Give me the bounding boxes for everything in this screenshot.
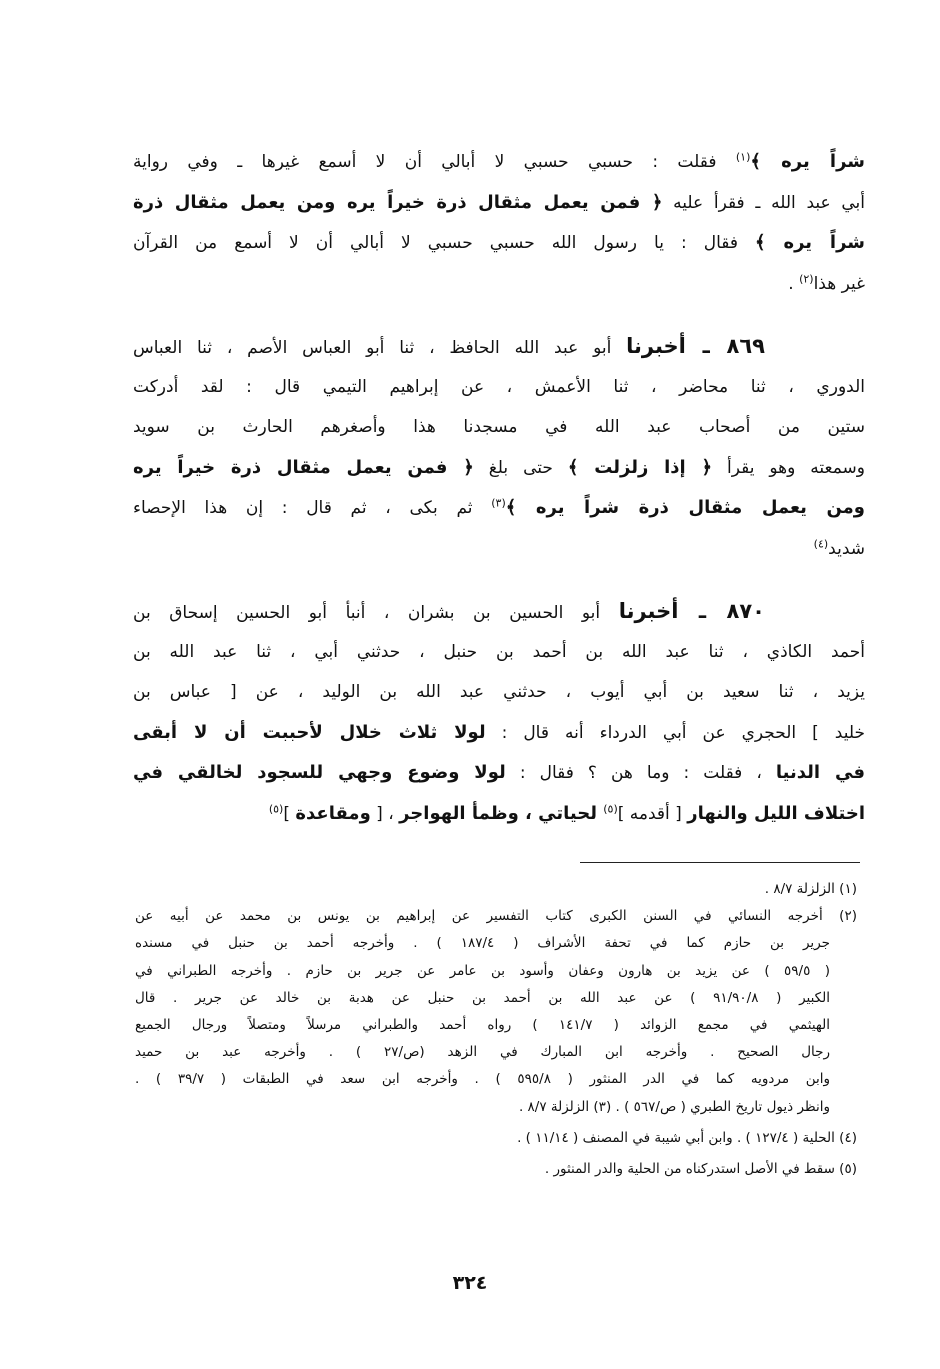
text-segment: أبو عبد الله الحافظ ، ثنا أبو العباس الأصم ، ثنا العباس bbox=[133, 338, 627, 358]
footnote-line: وابن مردويه كما في الدر المنثور ( ٥٩٥/٨ ) . وأخرجه ابن سعد في الطبقات ( ٣٩/٧ ) . bbox=[135, 1071, 830, 1088]
footnote-line: (١) الزلزلة ٨/٧ . bbox=[764, 881, 857, 897]
text-segment: أحمد الكاذي ، ثنا عبد الله بن أحمد بن حنبل ، حدثني أبي ، ثنا عبد الله بن bbox=[133, 641, 865, 662]
text-segment: وسمعته وهو يقرأ bbox=[712, 457, 865, 478]
footnote-line: (٢) أخرجه النسائي في السنن الكبرى كتاب التفسير عن إبراهيم بن يونس بن محمد عن أبيه عن bbox=[135, 908, 857, 925]
text-segment: خليد ] الحجري عن أبي الدرداء أنه قال : bbox=[485, 722, 865, 743]
text-segment: . bbox=[788, 273, 800, 294]
text-segment: ، فقلت : وما هن ؟ فقال : bbox=[505, 763, 776, 783]
footnote-line: رجال الصحيح . وأخرجه ابن المبارك في الزهد (ص/٢٧ ) . وأخرجه عبد بن حميد bbox=[135, 1044, 831, 1061]
text-line bbox=[133, 529, 865, 570]
text-line bbox=[133, 367, 865, 408]
footnote-separator bbox=[580, 862, 860, 863]
bold-text: شراً يره ﴾ bbox=[755, 232, 865, 253]
footnote-line: ( ٥٩/٥ ) عن يزيد بن هارون وعفان وأسود بن عامر عن جرير بن حازم . وأخرجه الطبراني في bbox=[135, 962, 830, 979]
paragraph bbox=[133, 326, 865, 569]
text-segment: فقال : يا رسول الله حسبي حسبي لا أبالي أن لا أسمع من القرآن bbox=[133, 233, 756, 253]
footnote-ref: (١) bbox=[735, 150, 751, 164]
footnote-line: الهيثمي في مجمع الزوائد ( ١٤١/٧ ) رواه أحمد والطبراني مرسلاً ومتصلاً ورجال الجميع bbox=[135, 1016, 830, 1033]
hadith-number: ٨٦٩ ـ أخبرنا bbox=[626, 334, 765, 358]
text-segment: غير هذا bbox=[813, 273, 865, 294]
text-line bbox=[133, 223, 865, 264]
footnotes bbox=[135, 876, 857, 1183]
text-segment: الدوري ، ثنا محاضر ، ثنا الأعمش ، عن إبراهيم التيمي قال : لقد أدركت bbox=[133, 376, 865, 397]
text-segment: أبو الحسين بن بشران ، أنبأ أبو الحسين إسحاق بن bbox=[133, 603, 619, 623]
footnote-ref: (٥) bbox=[268, 801, 284, 815]
footnote-line: الكبير ( ٩١/٩٠/٨ ) عن عبد الله بن أحمد بن حنبل عن هدبة بن خالد عن جرير . قال bbox=[135, 989, 830, 1006]
page-number: ٣٢٤ bbox=[452, 1272, 488, 1294]
text-segment: ستين من أصحاب عبد الله في مسجدنا هذا وأصغرهم الحارث بن سويد bbox=[133, 417, 865, 437]
text-segment: ، [ bbox=[370, 803, 400, 824]
bold-text: شراً يره ﴾ bbox=[750, 151, 866, 172]
bold-text: في الدنيا bbox=[775, 762, 865, 783]
footnote-ref: (٣) bbox=[491, 496, 506, 510]
footnote-ref: (٢) bbox=[799, 271, 814, 285]
text-segment: ثم بكى ، ثم قال : إن هذا الإحصاء bbox=[133, 498, 492, 518]
text-line bbox=[133, 591, 865, 632]
bold-text: ﴿ إذا زلزلت ﴾ bbox=[567, 456, 713, 478]
footnote-line: (٤) الحلية ( ١٢٧/٤ ) . وابن أبي شيبة في المصنف ( ١١/١٤ ) . bbox=[517, 1129, 857, 1146]
bold-text: ﴿ فمن يعمل مثقال ذرة خيراً يره bbox=[133, 456, 474, 478]
text-segment: شديد bbox=[828, 538, 865, 559]
paragraph bbox=[133, 142, 865, 304]
bold-text: لولا ثلاث خلال لأحببت أن لا أبقى bbox=[133, 721, 486, 743]
footnote-ref: (٤) bbox=[813, 536, 829, 550]
text-line bbox=[133, 183, 865, 224]
footnote-line: جرير بن حازم كما في تحفة الأشراف ( ١٨٧/٤ ) . وأخرجه أحمد بن حنبل في مسنده bbox=[135, 935, 830, 952]
text-segment: [ أقدمه ] bbox=[617, 803, 688, 824]
text-line bbox=[133, 448, 865, 489]
footnote-ref: (٥) bbox=[603, 801, 618, 815]
text-line bbox=[133, 407, 865, 448]
text-line bbox=[133, 794, 865, 835]
text-segment: ] bbox=[283, 803, 296, 824]
text-segment: حتى بلغ bbox=[473, 457, 568, 478]
bold-text: ﴿ فمن يعمل مثقال ذرة خيراً يره ومن يعمل مثقال ذرة bbox=[133, 191, 663, 213]
text-line bbox=[133, 264, 865, 305]
paragraph bbox=[133, 591, 865, 834]
text-segment: فقلت : حسبي حسبي لا أبالي أن لا أسمع غيرها ـ وفي رواية bbox=[133, 152, 736, 172]
text-line bbox=[133, 753, 865, 794]
footnote-line: (٥) سقط في الأصل استدركناه من الحلية والدر المنثور . bbox=[544, 1160, 857, 1177]
hadith-number: ٨٧٠ ـ أخبرنا bbox=[618, 599, 765, 623]
text-line bbox=[133, 713, 865, 754]
bold-text: ومن يعمل مثقال ذرة شراً يره ﴾ bbox=[505, 497, 865, 518]
bold-text: لحياتي ، وظمأ الهواجر bbox=[399, 802, 604, 824]
text-segment: يزيد ، ثنا سعيد بن أبي أيوب ، حدثني عبد الله بن الوليد ، عن [ عباس بن bbox=[133, 682, 865, 702]
bold-text: اختلاف الليل والنهار bbox=[687, 802, 865, 824]
text-line bbox=[133, 488, 865, 529]
text-line bbox=[133, 326, 865, 367]
text-line bbox=[133, 632, 865, 673]
bold-text: لولا وضوع وجهي للسجود لخالقي في bbox=[133, 762, 506, 783]
text-line bbox=[133, 672, 865, 713]
text-line bbox=[133, 142, 865, 183]
footnote-line: وانظر ذيول تاريخ الطبري ( ص/٥٦٧ ) . (٣) الزلزلة ٨/٧ . bbox=[518, 1098, 830, 1115]
text-segment: أبي عبد الله ـ فقرأ عليه bbox=[662, 192, 865, 213]
main-text bbox=[133, 142, 865, 856]
bold-text: ومقاعدة bbox=[295, 802, 371, 824]
